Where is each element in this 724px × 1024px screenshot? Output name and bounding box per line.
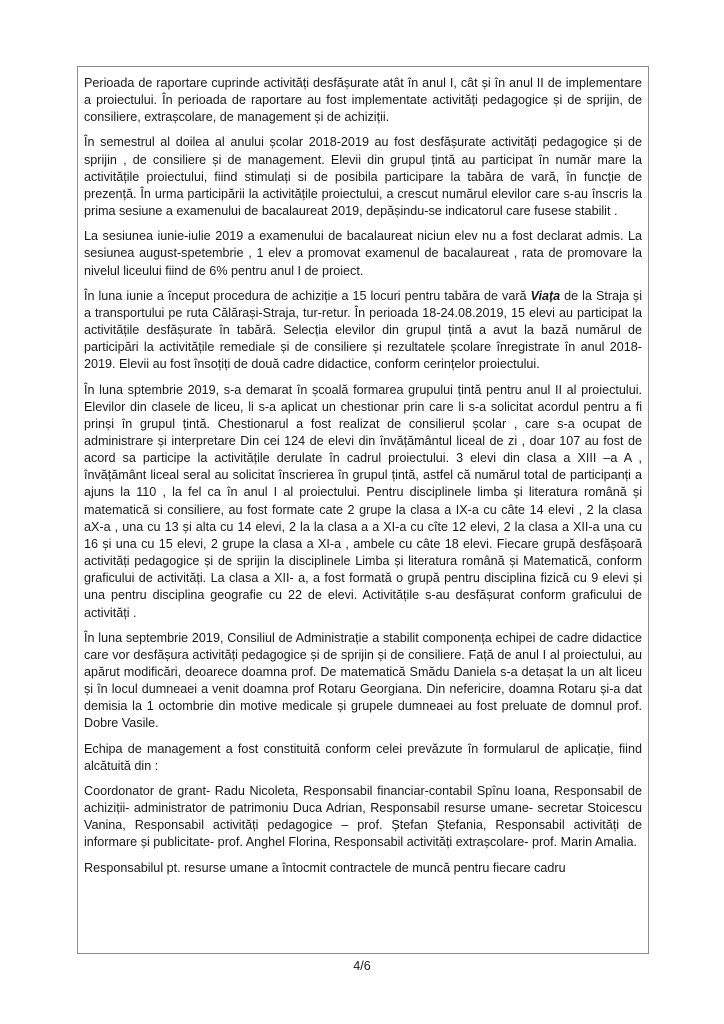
paragraph-hr-contracts: Responsabilul pt. resurse umane a întocmit contractele de muncă pentru fiecare cadru [84, 860, 566, 875]
paragraph-management-team-members: Coordonator de grant- Radu Nicoleta, Responsabil financiar-contabil Spînu Ioana, Responsabil de achiziții- administrator de patrimoniu Duca Adrian, Responsabil resurse umane- secretar Stoicescu Vanina, Responsabil activități pedagogice – prof. Ștefan Ștefania, Responsabil activități de informare și publicitate- prof. Anghel Florina, Responsabil activități extrașcolare- prof. Marin Amalia. [84, 783, 642, 850]
paragraph-target-group-formation: În luna sptembrie 2019, s-a demarat în școală formarea grupului țintă pentru anul II al proiectului. Elevilor din clasele de liceu, li s-a aplicat un chestionar prin care li s-a solicitat acordul pentru a fi prinși în grupul țintă. Chestionarul a fost realizat de consilierul școlar , care s-a ocupat de administrare și interpretare Din cei 124 de elevi din învățământul liceal de zi , doar 107 au fost de acord sa participe la activitățile derulate în cadrul proiectului. 3 elevi din clasa a XIII –a A , învățământ liceal seral au solicitat înscrierea în grupul țintă, astfel că numărul total de participanți a ajuns la 110 , la fel ca în anul I al proiectului. Pentru disciplinele limba și literatura română și matematică si consiliere, au fost formate cate 2 grupe la clasa a IX-a cu câte 14 elevi , 2 la clasa aX-a , una cu 13 și alta cu 14 elevi, 2 la la clasa a a XI-a cu cîte 12 elevi, 2 la clasa a XII-a una cu 16 și una cu 15 elevi, 2 grupe la clasa a XI-a , ambele cu câte 18 elevi. Fiecare grupă desfășoară activități pedagogice și de sprijin la disciplinele Limba și literatura română și Matematică, conform graficului de activități. La clasa a XII- a, a fost formată o grupă pentru disciplina fizică cu 9 elevi și una pentru disciplina geografie cu 22 de elevi. Activitățile s-au desfășurat conform graficului de activități . [84, 382, 642, 620]
paragraph-bacalaureat-sessions: La sesiunea iunie-iulie 2019 a examenului de bacalaureat niciun elev nu a fost declarat admis. La sesiunea august-spetembrie , 1 elev a promovat examenul de bacalaureat , rata de promovare la nivelul liceului fiind de 6% pentru anul I de proiect. [84, 229, 642, 278]
camp-text-after: de la Straja și a transportului pe ruta Călărași-Straja, tur-retur. În perioada 18-24.08.2019, 15 elevi au participat la activitățile desfășurate în tabără. Selecția elevilor din grupul țintă a avut la bază numărul de participări la activitățile remediale și de consiliere și rezultatele școlare înregistrate în anul 2018-2019. Elevii au fost însoțiți de două cadre didactice, conform cerințelor proiectului. [84, 288, 642, 372]
paragraph-reporting-period: Perioada de raportare cuprinde activități desfășurate atât în anul I, cât și în anul II de implementare a proiectului. În perioada de raportare au fost implementate activități pedagogice și de sprijin, de consiliere, extrașcolare, de management și de achiziții. [84, 76, 642, 125]
paragraph-summer-camp [84, 288, 642, 374]
camp-name-emphasis: Viața [530, 288, 561, 303]
paragraph-management-team-intro: Echipa de management a fost constituită conform celei prevăzute în formularul de aplicație, fiind alcătuită din : [84, 741, 642, 773]
paragraph-second-semester: În semestrul al doilea al anului școlar 2018-2019 au fost desfășurate activități pedagogice și de sprijin , de consiliere și de management. Elevii din grupul țintă au participat în număr mare la activitățile proiectului, fiind stimulați si de posibila participare la tabăra de vară, în funcție de prezență. În urma participării la activitățile proiectului, a crescut numărul elevilor care s-au înscris la prima sesiune a examenului de bacalaureat 2019, depășindu-se indicatorul care fusese stabilit . [84, 135, 642, 219]
text-frame [77, 66, 649, 954]
page-number: 4/6 [353, 959, 371, 973]
paragraph-teaching-staff: În luna septembrie 2019, Consiliul de Administrație a stabilit componența echipei de cadre didactice care vor desfășura activități pedagogice și de sprijin și de consiliere. Față de anul I al proiectului, au apărut modificări, deoarece doamna prof. De matematică Smădu Daniela s-a detașat la un alt liceu și în locul dumneaei a venit doamna prof Rotaru Georgiana. Din nefericire, doamna Rotaru și-a dat demisia la 1 octombrie din motive medicale și grupele dumneaei au fost preluate de domnul prof. Dobre Vasile. [84, 630, 642, 731]
camp-text-before: În luna iunie a început procedura de achiziție a 15 locuri pentru tabăra de vară [84, 288, 531, 303]
